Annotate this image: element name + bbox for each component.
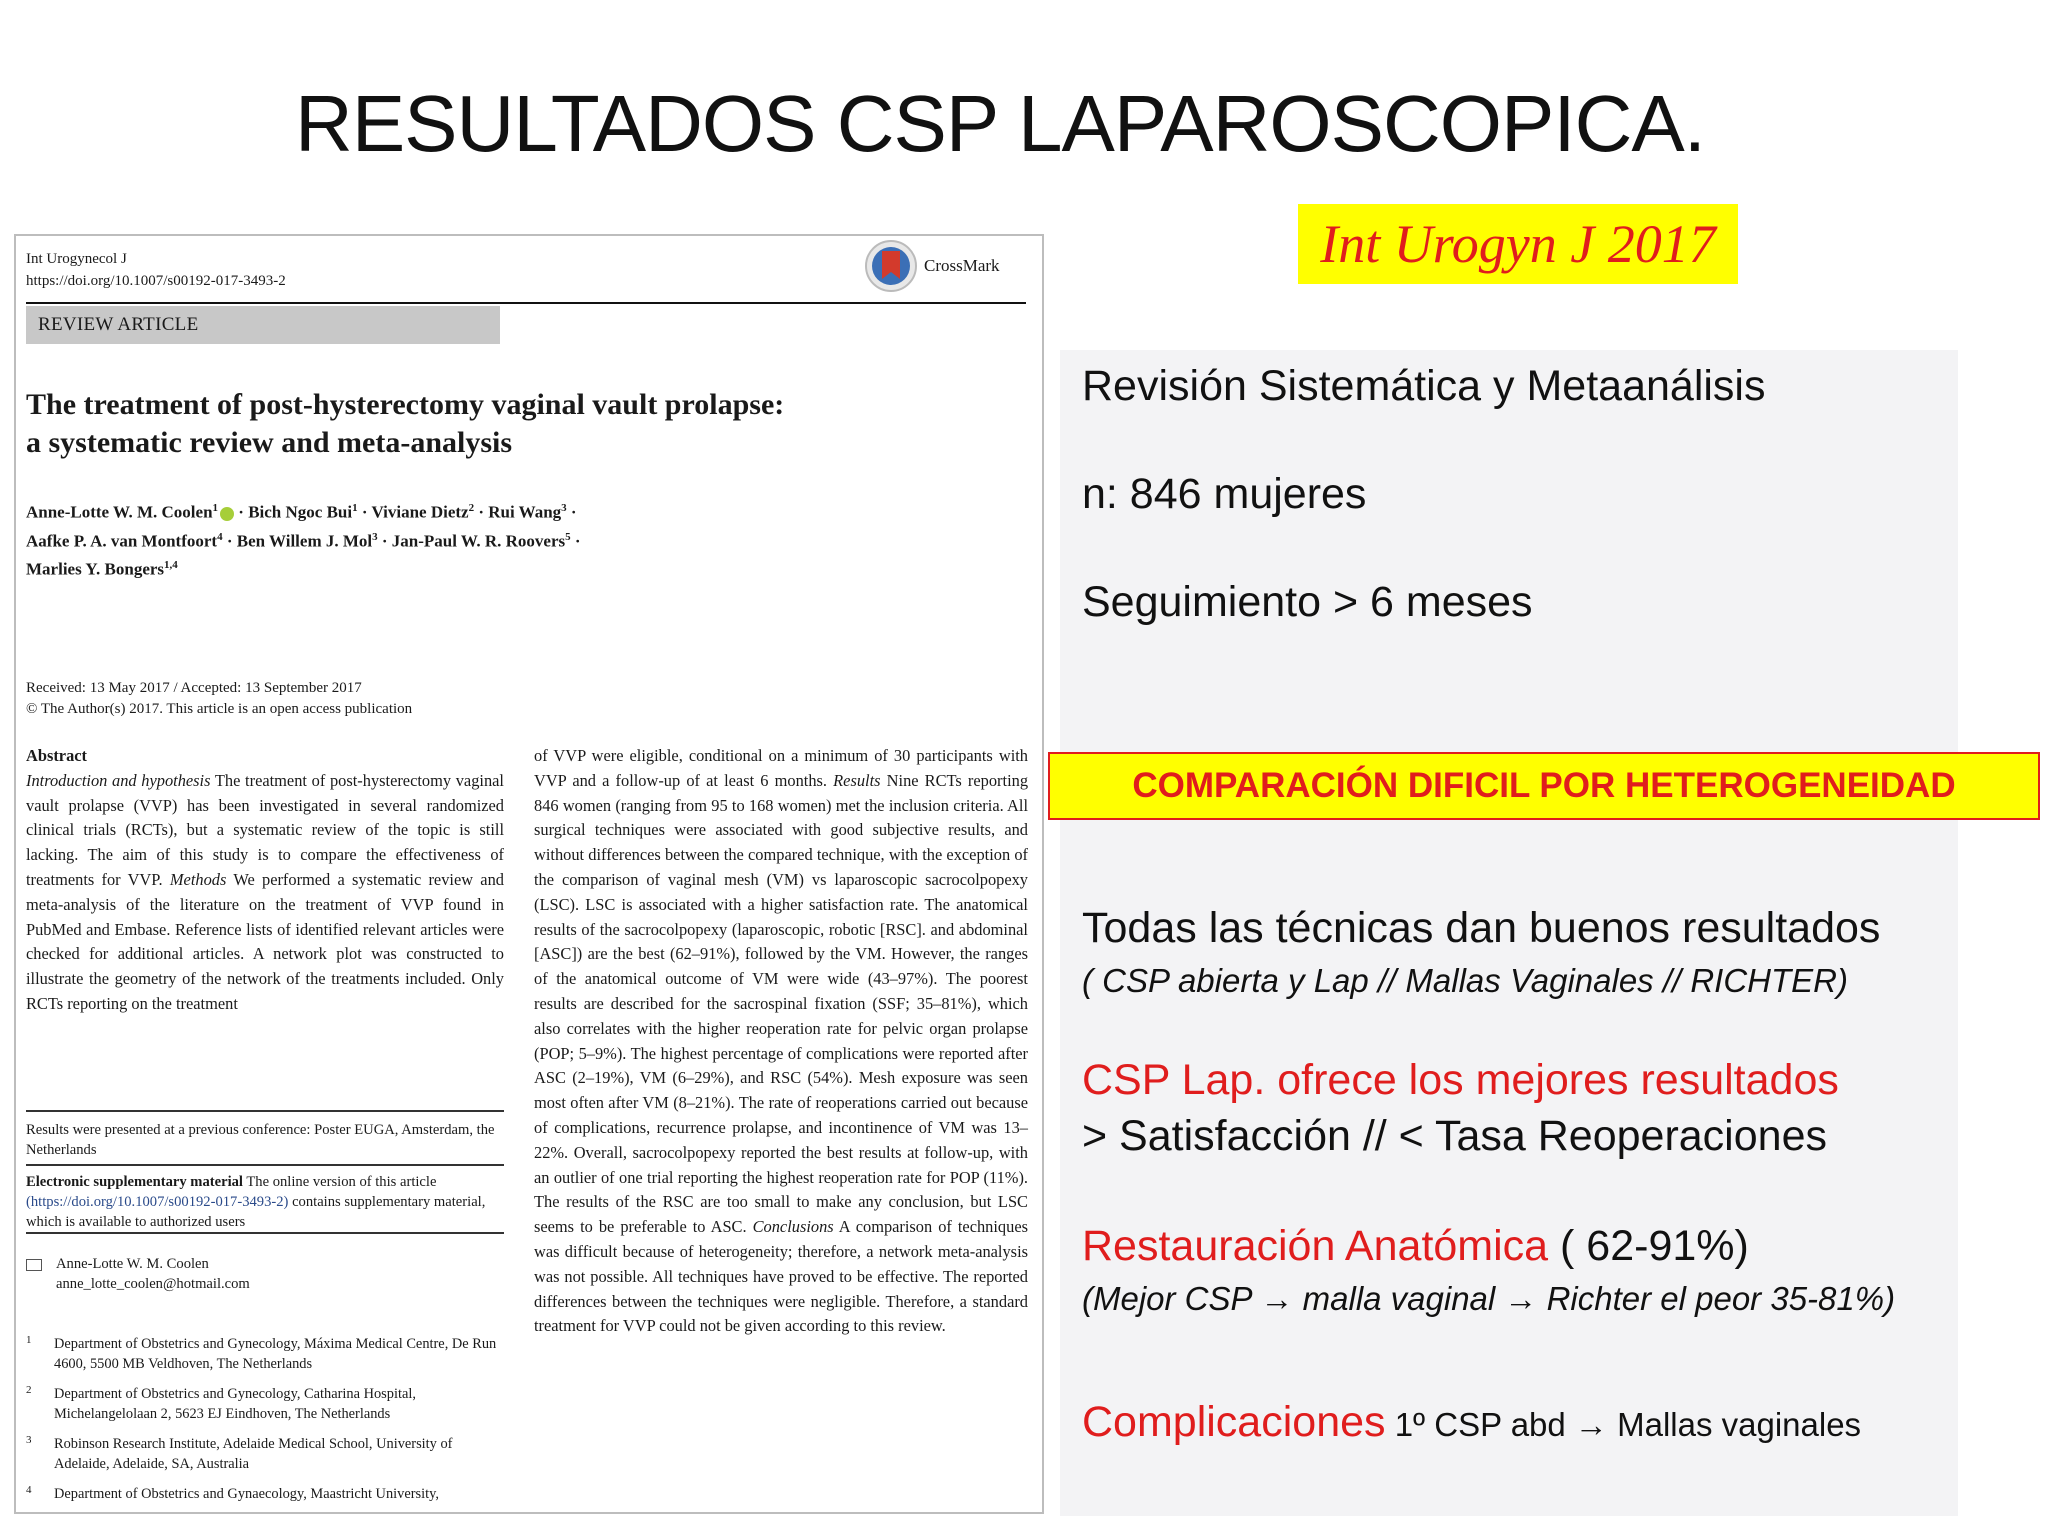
affiliation-number: 4 bbox=[26, 1484, 32, 1496]
mail-icon bbox=[26, 1259, 42, 1271]
summary-lap-best: CSP Lap. ofrece los mejores resultados bbox=[1082, 1056, 1839, 1104]
journal-name: Int Urogynecol J bbox=[26, 251, 127, 267]
affiliation-number: 1 bbox=[26, 1334, 32, 1346]
crossmark-icon bbox=[864, 239, 918, 293]
complications-label: Complicaciones bbox=[1082, 1398, 1386, 1446]
conference-note: Results were presented at a previous conference: Poster EUGA, Amsterdam, the Netherlands bbox=[26, 1122, 495, 1158]
contact-email[interactable]: anne_lotte_coolen@hotmail.com bbox=[56, 1276, 250, 1292]
anatomical-range: ( 62-91%) bbox=[1548, 1222, 1749, 1270]
doi: https://doi.org/10.1007/s00192-017-3493-2 bbox=[26, 273, 286, 289]
summary-lap-detail: > Satisfacción // < Tasa Reoperaciones bbox=[1082, 1112, 1827, 1160]
footnote-rule bbox=[26, 1164, 504, 1166]
conclusions-label: Conclusions bbox=[752, 1217, 834, 1237]
author: Marlies Y. Bongers bbox=[26, 559, 165, 579]
summary-review-type: Revisión Sistemática y Metaanálisis bbox=[1082, 362, 1766, 410]
footnote-rule bbox=[26, 1110, 504, 1112]
journal-badge: Int Urogyn J 2017 bbox=[1298, 204, 1738, 284]
affiliation bbox=[26, 1434, 504, 1474]
author: · Bich Ngoc Bui bbox=[238, 502, 353, 522]
copyright-line: © The Author(s) 2017. This article is an open access publication bbox=[26, 701, 413, 717]
slide-title: RESULTADOS CSP LAPAROSCOPICA. bbox=[295, 79, 1705, 168]
crossmark-label: CrossMark bbox=[924, 256, 1000, 275]
contact-block bbox=[26, 1254, 504, 1294]
affiliation bbox=[26, 1334, 504, 1374]
paper-title bbox=[26, 386, 1026, 462]
header-rule bbox=[26, 302, 1026, 304]
orcid-icon[interactable] bbox=[220, 507, 234, 521]
author: · Viviane Dietz bbox=[361, 502, 469, 522]
results-text: Nine RCTs reporting 846 women (ranging from 95 to 168 women) met the inclusion criteria. All surgical techniques were associated with good subjective results, and without differences between the compared technique, with the exception of the comparison of vaginal mesh (VM) vs laparoscopic sacrocolpopexy (LSC). LSC is associated with a higher satisfaction rate. The anatomical results of the sacrocolpopexy (laparoscopic, robotic [RSC]. and abdominal [ASC]) are the best (62–91%), followed by the VM. However, the ranges of the anatomical outcome of VM were wide (43–97%). The poorest results are described for the sacrospinal fixation (SSF; 35–81%), which also correlates with the higher reoperation rate for pelvic organ prolapse (POP; 5–9%). The highest percentage of complications were reported after ASC (2–19%), VM (6–29%), and RSC (54%). Mesh exposure was seen most often after VM (8–21%). The rate of reoperations carried out because of complications, recurrence prolapse, and incontinence of VM was 13–22%. Overall, sacrocolpopexy reported the best results at follow-up, with an outlier of one trial reporting the highest reoperation rate for POP (11%). The results of the RSC are too small to make any conclusion, but LSC seems to be preferable to ASC. bbox=[534, 770, 1029, 1237]
abstract-left-column bbox=[26, 744, 504, 1017]
summary-sample-size: n: 846 mujeres bbox=[1082, 470, 1367, 518]
esm-label: Electronic supplementary material bbox=[26, 1174, 243, 1190]
intro-text: The treatment of post-hysterectomy vaginal vault prolapse (VVP) has been investigated in several randomized clinical trials (RCTs), but a systematic review of the topic is still lacking. The aim of this study is to compare the effectiveness of treatments for VVP. bbox=[26, 770, 504, 889]
esm-note bbox=[26, 1172, 504, 1232]
author: Anne-Lotte W. M. Coolen bbox=[26, 502, 213, 522]
anatomical-label: Restauración Anatómica bbox=[1082, 1222, 1549, 1270]
affiliation-number: 2 bbox=[26, 1384, 32, 1396]
paper-title-line-2: a systematic review and meta-analysis bbox=[26, 426, 513, 459]
summary-anatomical bbox=[1082, 1222, 1749, 1271]
intro-label: Introduction and hypothesis bbox=[26, 770, 211, 790]
crossmark-badge[interactable] bbox=[864, 236, 1034, 296]
affiliation-text: Department of Obstetrics and Gynecology, Máxima Medical Centre, De Run 4600, 5500 MB Veldhoven, The Netherlands bbox=[54, 1336, 497, 1372]
summary-anatomical-ranking: (Mejor CSP → malla vaginal → Richter el peor 35-81%) bbox=[1082, 1280, 1896, 1317]
esm-text: contains supplementary material, which is available to authorized users bbox=[26, 1194, 486, 1230]
heterogeneity-alert: COMPARACIÓN DIFICIL POR HETEROGENEIDAD bbox=[1048, 752, 2040, 820]
paper-title-line-1: The treatment of post-hysterectomy vaginal vault prolapse: bbox=[26, 388, 785, 421]
summary-all-techniques: Todas las técnicas dan buenos resultados bbox=[1082, 904, 1881, 952]
methods-text: We performed a systematic review and meta-analysis of the literature on the treatment of VVP found in PubMed and Embase. Reference lists of identified relevant articles were checked for additional articles. A network plot was constructed to illustrate the geometry of the network of the treatments included. Only RCTs reporting on the treatment bbox=[26, 869, 504, 1013]
summary-techniques-list: ( CSP abierta y Lap // Mallas Vaginales // RICHTER) bbox=[1082, 962, 1848, 999]
received-dates bbox=[26, 678, 412, 720]
affiliation-number: 3 bbox=[26, 1434, 32, 1446]
journal-header bbox=[26, 248, 286, 292]
author: · Rui Wang bbox=[478, 502, 562, 522]
results-label: Results bbox=[833, 770, 881, 790]
paper-page bbox=[14, 234, 1044, 1514]
author: · Ben Willem J. Mol bbox=[226, 531, 373, 551]
contact-name: Anne-Lotte W. M. Coolen bbox=[56, 1256, 209, 1272]
footnote-rule bbox=[26, 1232, 504, 1234]
affiliation-text: Department of Obstetrics and Gynecology, Catharina Hospital, Michelangelolaan 2, 5623 EJ Eindhoven, The Netherlands bbox=[54, 1386, 416, 1422]
affiliation-text: Department of Obstetrics and Gynaecology, Maastricht University, bbox=[54, 1486, 439, 1502]
esm-text: The online version of this article bbox=[246, 1174, 437, 1190]
conclusions-text: A comparison of techniques was difficult because of heterogeneity; therefore, a network meta-analysis was not possible. All techniques have proved to be effective. The reported differences between the techniques were negligible. Therefore, a standard treatment for VVP could not be given according to this review. bbox=[534, 1217, 1028, 1336]
article-type: REVIEW ARTICLE bbox=[26, 306, 500, 344]
received-line: Received: 13 May 2017 / Accepted: 13 September 2017 bbox=[26, 680, 362, 696]
author-list: Anne-Lotte W. M. Coolen$^1$ · Bich Ngoc Bui$^1$ · Viviane Dietz$^2$ · Rui Wang$^3$ · Aafke P. A. van Montfoort$^4$ · Ben Willem J. Mol$^3$ · Jan-Paul W. R. Roovers$^5$ · Marlies Y. Bongers$^{1,4}$ bbox=[26, 502, 581, 579]
abstract-right-column bbox=[534, 744, 1028, 1339]
author: Aafke P. A. van Montfoort bbox=[26, 531, 218, 551]
affiliation bbox=[26, 1384, 504, 1424]
author: · Jan-Paul W. R. Roovers bbox=[381, 531, 566, 551]
eligibility-text: of VVP were eligible, conditional on a minimum of 30 participants with VVP and a follow-up of at least 6 months. bbox=[534, 746, 1028, 790]
affiliation bbox=[26, 1484, 504, 1504]
methods-label: Methods bbox=[169, 869, 227, 889]
abstract-heading: Abstract bbox=[26, 746, 87, 765]
affiliation-text: Robinson Research Institute, Adelaide Medical School, University of Adelaide, Adelaide, SA, Australia bbox=[54, 1436, 453, 1472]
complications-detail: 1º CSP abd → Mallas vaginales bbox=[1385, 1406, 1862, 1443]
summary-complications bbox=[1082, 1398, 1861, 1447]
esm-link[interactable]: (https://doi.org/10.1007/s00192-017-3493-2) bbox=[26, 1194, 289, 1210]
summary-followup: Seguimiento > 6 meses bbox=[1082, 578, 1533, 626]
